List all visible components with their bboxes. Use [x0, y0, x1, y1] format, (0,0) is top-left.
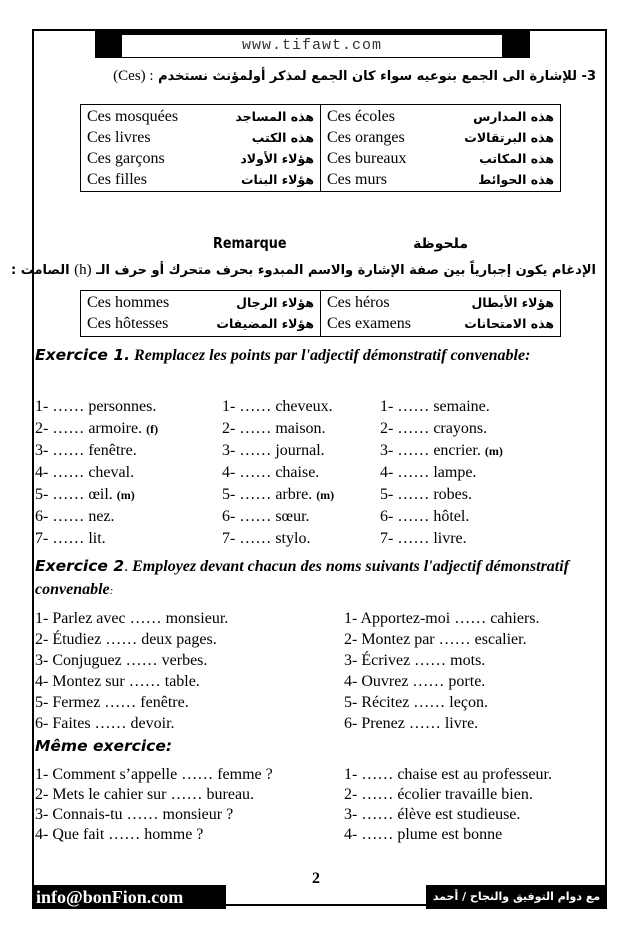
- remarque-note-h: (h): [74, 262, 92, 278]
- vocab-fr: Ces livres: [87, 128, 151, 146]
- exercise2-name: Exercice 2: [35, 557, 125, 575]
- meme-exercice-column-1: [35, 765, 273, 845]
- remarque-note-end: الصامت :: [11, 263, 70, 278]
- exercise-item: 6- …… sœur.: [222, 508, 310, 525]
- exercise-item: 2- Étudiez …… deux pages.: [35, 631, 217, 648]
- vocab-ar: هؤلاء الأولاد: [240, 151, 314, 166]
- meme-exercice-name: Même exercice:: [35, 737, 173, 755]
- vocab-row: [87, 169, 314, 190]
- exercise-item: 2- Montez par …… escalier.: [344, 631, 527, 648]
- exercise-item: 2- …… crayons.: [380, 420, 488, 437]
- footer-email: info@bonFion.com: [32, 885, 226, 909]
- vocab-row: [327, 148, 554, 169]
- vocab-row: [327, 106, 554, 127]
- exercise-item: 1- Parlez avec …… monsieur.: [35, 610, 229, 627]
- vocab-cell-left: [81, 291, 321, 337]
- vocab-ar: هذه الحوائط: [478, 172, 554, 187]
- vocab-row: [87, 127, 314, 148]
- vocab-ar: هذه المكاتب: [479, 151, 554, 166]
- vocab-fr: Ces oranges: [327, 128, 405, 146]
- exercise2-column-1: [35, 608, 228, 734]
- vocab-fr: Ces examens: [327, 314, 411, 332]
- exercise-item: 1- …… semaine.: [380, 398, 490, 415]
- exercise2-heading: Exercice 2. Employez devant chacun des noms suivants l'adjectif démonstratif convenable:: [35, 557, 570, 598]
- exercise1-column-2: [222, 396, 334, 550]
- vocab-ar: هؤلاء المضيفات: [216, 316, 314, 331]
- vocab-fr: Ces mosquées: [87, 107, 179, 125]
- exercise-item: 5- …… œil. (m): [35, 486, 135, 503]
- exercise-item: 3- …… journal.: [222, 442, 325, 459]
- exercise-item: 4- Montez sur …… table.: [35, 673, 200, 690]
- vocab-ar: هذه المدارس: [473, 109, 554, 124]
- remarque-note-text: الإدغام يكون إجبارياً بين صفة الإشارة والاسم المبدوء بحرف متحرك أو حرف الـ: [96, 263, 596, 278]
- section3-number: 3-: [581, 69, 596, 84]
- vocab-ar: هؤلاء الرجال: [236, 295, 314, 310]
- exercise-item: 4- …… lampe.: [380, 464, 477, 481]
- exercise1-name: Exercice 1.: [35, 346, 131, 364]
- exercise-item: 1- …… cheveux.: [222, 398, 333, 415]
- section3-instruction: للإشارة الى الجمع بنوعيه سواء كان الجمع لمذكر أولمؤنث نستخدم: [158, 69, 578, 84]
- vocab-fr: Ces murs: [327, 170, 387, 188]
- vocab-row: [327, 313, 554, 334]
- exercise-item: 5- Fermez …… fenêtre.: [35, 694, 189, 711]
- exercise-item: 7- …… stylo.: [222, 530, 311, 547]
- vocab-row: [327, 169, 554, 190]
- vocab-cell-right: [321, 291, 561, 337]
- exercise1-instruction: Remplacez les points par l'adjectif démonstratif convenable:: [134, 347, 531, 364]
- page-number: 2: [312, 870, 320, 887]
- meme-exercice-heading: [35, 735, 172, 758]
- vocab-fr: Ces filles: [87, 170, 147, 188]
- footer-author: مع دوام التوفيق والنجاح / أحمد شلبى: [426, 885, 607, 909]
- vocab-fr: Ces hôtesses: [87, 314, 169, 332]
- exercise-item: 4- …… chaise.: [222, 464, 320, 481]
- exercise2-column-2: [344, 608, 540, 734]
- remarque-title: Remarque: [213, 234, 287, 252]
- vocab-fr: Ces hommes: [87, 293, 170, 311]
- exercise2-instruction: Employez devant chacun des noms suivants l'adjectif démonstratif convenable: [35, 558, 570, 598]
- exercise-item: 4- Que fait …… homme ?: [35, 826, 204, 843]
- exercise-item: 1- Comment s’appelle …… femme ?: [35, 766, 273, 783]
- exercise-item: 3- …… encrier. (m): [380, 442, 503, 459]
- vocab-row: [87, 313, 314, 334]
- exercise-item: 3- …… fenêtre.: [35, 442, 137, 459]
- exercise-item: 1- …… personnes.: [35, 398, 157, 415]
- exercise-item: 3- Connais-tu …… monsieur ?: [35, 806, 234, 823]
- exercise-item: 6- …… hôtel.: [380, 508, 470, 525]
- vocab-fr: Ces garçons: [87, 149, 165, 167]
- header-url: www.tifawt.com: [122, 35, 502, 57]
- exercise-item: 3- Écrivez …… mots.: [344, 652, 486, 669]
- vocab-fr: Ces bureaux: [327, 149, 407, 167]
- remarque-note: [11, 262, 596, 279]
- vocab-cell-right: [321, 105, 561, 192]
- exercise-item: 5- …… robes.: [380, 486, 472, 503]
- vocab-fr: Ces écoles: [327, 107, 395, 125]
- exercise-item: 5- Récitez …… leçon.: [344, 694, 488, 711]
- vocab-row: [87, 292, 314, 313]
- exercise-item: 2- …… armoire. (f): [35, 420, 159, 437]
- vocab-ar: هذه الكتب: [251, 130, 314, 145]
- vocab-row: [87, 148, 314, 169]
- exercise-item: 2- Mets le cahier sur …… bureau.: [35, 786, 255, 803]
- remarque-title-ar: ملحوظة: [413, 236, 468, 252]
- vocab-row: [87, 106, 314, 127]
- vocab-ar: هذه الامتحانات: [464, 316, 554, 331]
- vocab-row: [327, 292, 554, 313]
- vocab-ar: هذه المساجد: [235, 109, 314, 124]
- vocab-table-plural: [80, 104, 561, 192]
- exercise1-column-1: [35, 396, 158, 550]
- exercise-item: 3- Conjuguez …… verbes.: [35, 652, 208, 669]
- section3-intro: [113, 68, 596, 85]
- exercise-item: 4- …… plume est bonne: [344, 826, 503, 843]
- exercise-item: 6- …… nez.: [35, 508, 115, 525]
- exercise-item: 2- …… maison.: [222, 420, 326, 437]
- vocab-fr: Ces héros: [327, 293, 390, 311]
- exercise-item: 2- …… écolier travaille bien.: [344, 786, 533, 803]
- vocab-table-liaison: [80, 290, 561, 337]
- exercise1-heading: [35, 344, 575, 367]
- vocab-ar: هذه البرتقالات: [464, 130, 554, 145]
- vocab-ar: هؤلاء الأبطال: [471, 295, 554, 310]
- vocab-cell-left: [81, 105, 321, 192]
- vocab-row: [327, 127, 554, 148]
- exercise-item: 1- …… chaise est au professeur.: [344, 766, 552, 783]
- exercise-item: 6- Prenez …… livre.: [344, 715, 479, 732]
- exercise-item: 1- Apportez-moi …… cahiers.: [344, 610, 540, 627]
- exercise-item: 4- …… cheval.: [35, 464, 135, 481]
- exercise-item: 7- …… lit.: [35, 530, 106, 547]
- exercise1-column-3: [380, 396, 503, 550]
- exercise-item: 7- …… livre.: [380, 530, 467, 547]
- exercise-item: 5- …… arbre. (m): [222, 486, 335, 503]
- exercise-item: 6- Faites …… devoir.: [35, 715, 175, 732]
- exercise-item: 3- …… élève est studieuse.: [344, 806, 521, 823]
- exercise-item: 4- Ouvrez …… porte.: [344, 673, 486, 690]
- meme-exercice-column-2: [344, 765, 552, 845]
- section3-ces: (Ces) :: [113, 68, 154, 84]
- vocab-ar: هؤلاء البنات: [241, 172, 314, 187]
